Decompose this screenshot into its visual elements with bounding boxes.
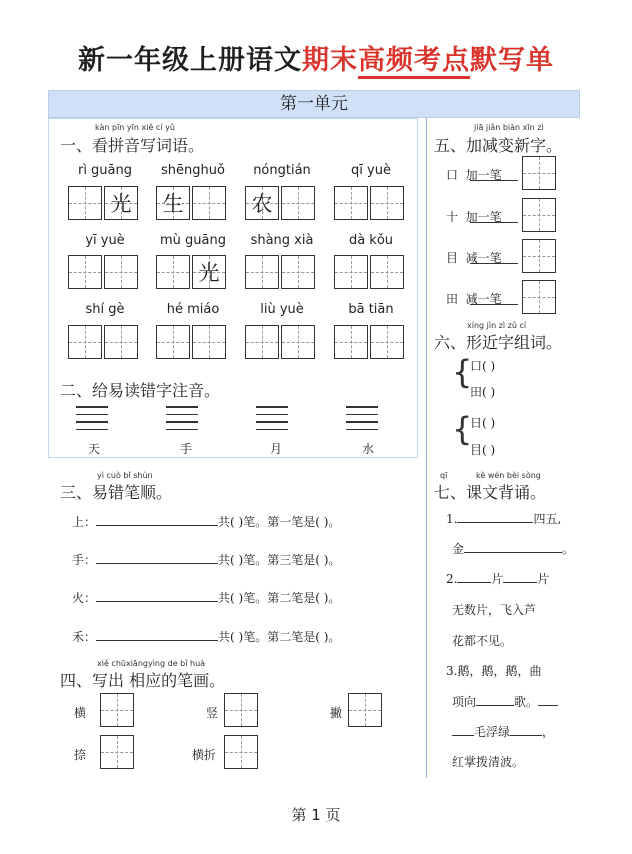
add-sub-row: 目 减一笔 — [446, 251, 502, 265]
writing-cell[interactable] — [156, 325, 190, 359]
writing-cell[interactable] — [192, 325, 226, 359]
writing-cell[interactable] — [334, 325, 368, 359]
group-word: 目( ) — [470, 443, 496, 457]
s7-heading: 七、课文背诵。 — [434, 483, 547, 502]
recite-line: 2. 片 片 — [446, 572, 550, 586]
pinyin-lines[interactable] — [256, 406, 288, 430]
s4-heading: 四、写出 相应的笔画。 — [60, 671, 226, 690]
add-sub-row: 田 减一笔 — [446, 292, 502, 306]
s1-word-pinyin: yī yuè — [85, 233, 125, 248]
writing-cell[interactable] — [334, 255, 368, 289]
s1-word-pinyin: qī yuè — [351, 163, 391, 178]
title-red-1: 期末 — [302, 45, 358, 76]
recite-line: 无数片，飞入芦 — [452, 603, 537, 617]
arrow-line — [470, 222, 518, 223]
writing-cell[interactable] — [224, 735, 258, 769]
s1-word-pinyin: bā tiān — [348, 302, 394, 317]
writing-cell[interactable] — [522, 156, 556, 190]
writing-cell[interactable] — [348, 693, 382, 727]
stroke-label: 竖 — [206, 706, 219, 720]
title-black: 新一年级上册语文 — [78, 45, 302, 76]
recite-line: 红掌拨清波。 — [452, 755, 525, 769]
arrow-line — [470, 263, 518, 264]
unit-header: 第一单元 — [48, 90, 580, 118]
group-word: 口( ) — [470, 359, 496, 373]
title-red-3: 考点 — [414, 45, 470, 79]
arrow-line — [470, 180, 518, 181]
group-word: 田( ) — [470, 385, 496, 399]
s1-word-pinyin: dà kǒu — [348, 233, 394, 248]
writing-cell[interactable]: 光 — [104, 186, 138, 220]
writing-cell[interactable] — [245, 255, 279, 289]
writing-cell[interactable] — [281, 255, 315, 289]
recite-line: 金 。 — [452, 542, 575, 556]
group-word: 日( ) — [470, 416, 496, 430]
writing-cell[interactable] — [104, 255, 138, 289]
writing-cell[interactable] — [156, 255, 190, 289]
writing-cell[interactable] — [68, 186, 102, 220]
s1-heading: 一、看拼音写词语。 — [60, 136, 205, 155]
s2-char: 水 — [362, 442, 375, 456]
column-divider — [426, 118, 427, 778]
writing-cell[interactable] — [522, 280, 556, 314]
writing-cell[interactable] — [370, 186, 404, 220]
stroke-label: 横 — [74, 706, 87, 720]
stroke-label: 捺 — [74, 748, 87, 762]
pinyin-lines[interactable] — [346, 406, 378, 430]
s1-word-pinyin: shàng xià — [250, 233, 314, 248]
writing-cell[interactable] — [245, 325, 279, 359]
writing-cell[interactable] — [370, 325, 404, 359]
writing-cell[interactable] — [281, 325, 315, 359]
writing-cell[interactable] — [281, 186, 315, 220]
brace-icon: { — [452, 410, 473, 448]
s7-pinyin: kè wén bèi sòng — [476, 471, 541, 480]
s4-pinyin: xiě chūxiāngyìng de bǐ huà — [97, 659, 206, 668]
writing-cell[interactable]: 生 — [156, 186, 190, 220]
s1-word-pinyin: hé miáo — [166, 302, 220, 317]
writing-cell[interactable] — [192, 186, 226, 220]
pinyin-lines[interactable] — [166, 406, 198, 430]
add-sub-row: 十 加一笔 — [446, 210, 502, 224]
s6-pinyin: xíng jìn zì zǔ cí — [467, 321, 527, 330]
brace-icon: { — [452, 353, 473, 391]
s1-word-pinyin: nóngtián — [253, 163, 311, 178]
stroke-label: 撇 — [330, 706, 343, 720]
writing-cell[interactable]: 光 — [192, 255, 226, 289]
recite-line: 3.鹅，鹅，鹅，曲 — [446, 664, 542, 678]
pinyin-lines[interactable] — [76, 406, 108, 430]
recite-line: 项向 歌。 — [452, 693, 558, 710]
stroke-order-row: 火： 共( )笔。第二笔是( )。 — [72, 591, 341, 605]
writing-cell[interactable] — [224, 693, 258, 727]
recite-line: 花都不见。 — [452, 634, 513, 648]
s6-heading: 六、形近字组词。 — [434, 333, 563, 352]
writing-cell[interactable] — [522, 239, 556, 273]
stroke-order-row: 禾： 共( )笔。第二笔是( )。 — [72, 630, 341, 644]
title-red-2: 高频 — [358, 45, 414, 79]
stroke-label: 横折 — [192, 748, 217, 762]
arrow-line — [470, 304, 518, 305]
writing-cell[interactable] — [522, 198, 556, 232]
writing-cell[interactable] — [100, 693, 134, 727]
page-title — [0, 38, 632, 77]
recite-line: 1. 四五, — [446, 512, 562, 526]
s3-heading: 三、易错笔顺。 — [60, 483, 173, 502]
stroke-order-row: 手： 共( )笔。第三笔是( )。 — [72, 553, 341, 567]
s2-char: 月 — [270, 442, 283, 456]
writing-cell[interactable] — [370, 255, 404, 289]
writing-cell[interactable] — [104, 325, 138, 359]
s1-word-pinyin: shí gè — [85, 302, 125, 317]
writing-cell[interactable] — [68, 255, 102, 289]
s2-heading: 二、给易读错字注音。 — [60, 381, 221, 400]
writing-cell[interactable] — [334, 186, 368, 220]
s2-char: 天 — [88, 442, 101, 456]
page-number: 第 1 页 — [291, 806, 341, 824]
s1-word-pinyin: mù guāng — [160, 233, 226, 248]
add-sub-row: 口 加一笔 — [446, 168, 502, 182]
s7-pinyin-prefix: qī — [440, 471, 448, 480]
s1-word-pinyin: liù yuè — [260, 302, 304, 317]
s1-word-pinyin: rì guāng — [77, 163, 133, 178]
s2-char: 手 — [180, 442, 193, 456]
title-red-4: 默写单 — [470, 45, 554, 76]
s3-pinyin: yì cuò bǐ shùn — [97, 471, 153, 480]
s1-pinyin: kàn pīn yīn xiě cí yǔ — [95, 123, 175, 132]
stroke-order-row: 上： 共( )笔。第一笔是( )。 — [72, 515, 341, 529]
writing-cell[interactable] — [68, 325, 102, 359]
writing-cell[interactable] — [100, 735, 134, 769]
s1-word-pinyin: shēnghuǒ — [161, 163, 225, 178]
s5-pinyin: jiā jiǎn biàn xīn zì — [474, 123, 544, 132]
writing-cell[interactable]: 农 — [245, 186, 279, 220]
s5-heading: 五、加减变新字。 — [434, 136, 563, 155]
recite-line: 毛浮绿 ， — [452, 723, 554, 740]
